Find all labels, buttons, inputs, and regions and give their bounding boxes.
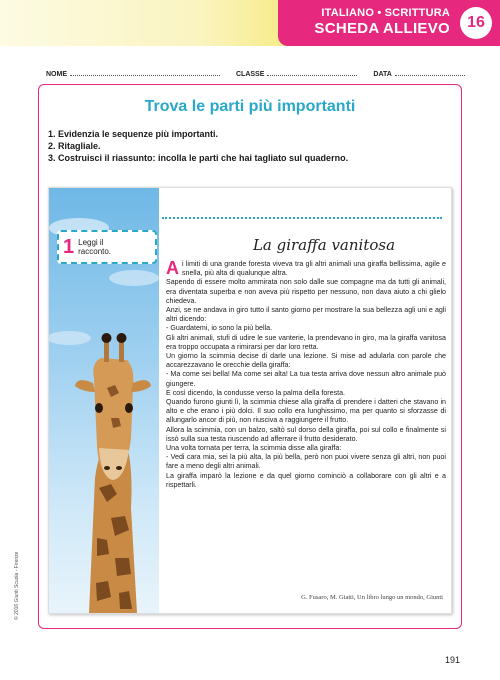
date-field[interactable] [395, 70, 465, 76]
story-paragraph: - Ma come sei bella! Ma come sei alta! La tua testa arriva dove nessun altro animale può giungere. [166, 370, 446, 388]
story-paragraph: Ai limiti di una grande foresta viveva tra gli altri animali una giraffa bellissima, agile e snella, più alta di qualunque altra. [166, 258, 446, 278]
story-paragraph: Anzi, se ne andava in giro tutto il santo giorno per mostrare la sua bellezza agli uni e agli altri dicendo: [166, 306, 446, 324]
source-credit: G. Fusaro, M. Giatti, Un libro lungo un mondo, Giunti [301, 594, 443, 601]
dotted-divider [162, 217, 442, 219]
instruction-item: 3. Costruisci il riassunto: incolla le parti che hai tagliato sul quaderno. [48, 153, 349, 163]
subject-label: ITALIANO • SCRITTURA [321, 7, 450, 19]
exercise-title: Trova le parti più importanti [144, 98, 356, 115]
class-label: CLASSE [236, 71, 265, 78]
story-paragraph: Un giorno la scimmia decise di darle una lezione. Si mise ad adularla con parole che accarezzavano le orecchie della giraffa: [166, 352, 446, 370]
step-number: 1 [63, 235, 75, 258]
dropcap: A [166, 258, 179, 278]
story-paragraph: Una volta tornata per terra, la scimmia disse alla giraffa: [166, 444, 342, 453]
story-paragraph: Allora la scimmia, con un balzo, saltò sul dorso della giraffa, poi sul collo e finalmente si issò sulla sua testa riuscendo ad afferrare il frutto desiderato. [166, 425, 446, 443]
book-page [48, 187, 452, 614]
step-badge [57, 230, 157, 264]
name-label: NOME [46, 71, 67, 78]
step-label: Leggi il racconto. [78, 238, 112, 256]
story-paragraph: Gli altri animali, stufi di udire le sue vanterie, la prendevano in giro, ma la giraffa vanitosa era troppo occupata a rimirarsi per dar loro retta. [166, 333, 446, 351]
story-title: La giraffa vanitosa [252, 236, 396, 254]
story-paragraph: Quando furono giunti lì, la scimmia chiese alla giraffa di prendere i datteri che stavano in alto e che erano i più dolci. Il suo collo era lunghissimo, ma per quanto si sforzasse di allungarlo ancor di più, non riusciva a raggiungere il frutto. [166, 398, 446, 425]
story-paragraph: La giraffa imparò la lezione e da quel giorno cominciò a collaborare con gli altri e a rispettarli. [166, 471, 446, 489]
instruction-item: 1. Evidenzia le sequenze più importanti. [48, 129, 219, 139]
story-paragraph: E così dicendo, la condusse verso la palma della foresta. [166, 388, 346, 397]
student-fields [46, 70, 466, 78]
header-tab [278, 0, 500, 46]
story-paragraph: - Vedi cara mia, sei la più alta, la più bella, però non puoi vivere senza gli altri, non puoi fare a meno degli altri animali. [166, 453, 446, 471]
sheet-number-badge: 16 [460, 7, 492, 39]
date-label: DATA [373, 71, 392, 78]
story-paragraph: - Guardatemi, io sono la più bella. [166, 324, 273, 333]
instructions [48, 128, 448, 164]
instruction-item: 2. Ritagliale. [48, 141, 101, 151]
copyright-notice: © 2016 Giunti Scuola - Firenze [14, 551, 20, 620]
story-text [166, 260, 446, 490]
class-field[interactable] [267, 70, 357, 76]
sheet-title: SCHEDA ALLIEVO [314, 20, 450, 37]
story-paragraph: Sapendo di essere molto ammirata non solo dalle sue compagne ma da tutti gli animali, era diventata superba e non aveva più rispetto per nessuno, non dava aiuto a chi glielo chiedeva. [166, 278, 446, 305]
name-field[interactable] [70, 70, 220, 76]
page-number: 191 [444, 655, 460, 665]
